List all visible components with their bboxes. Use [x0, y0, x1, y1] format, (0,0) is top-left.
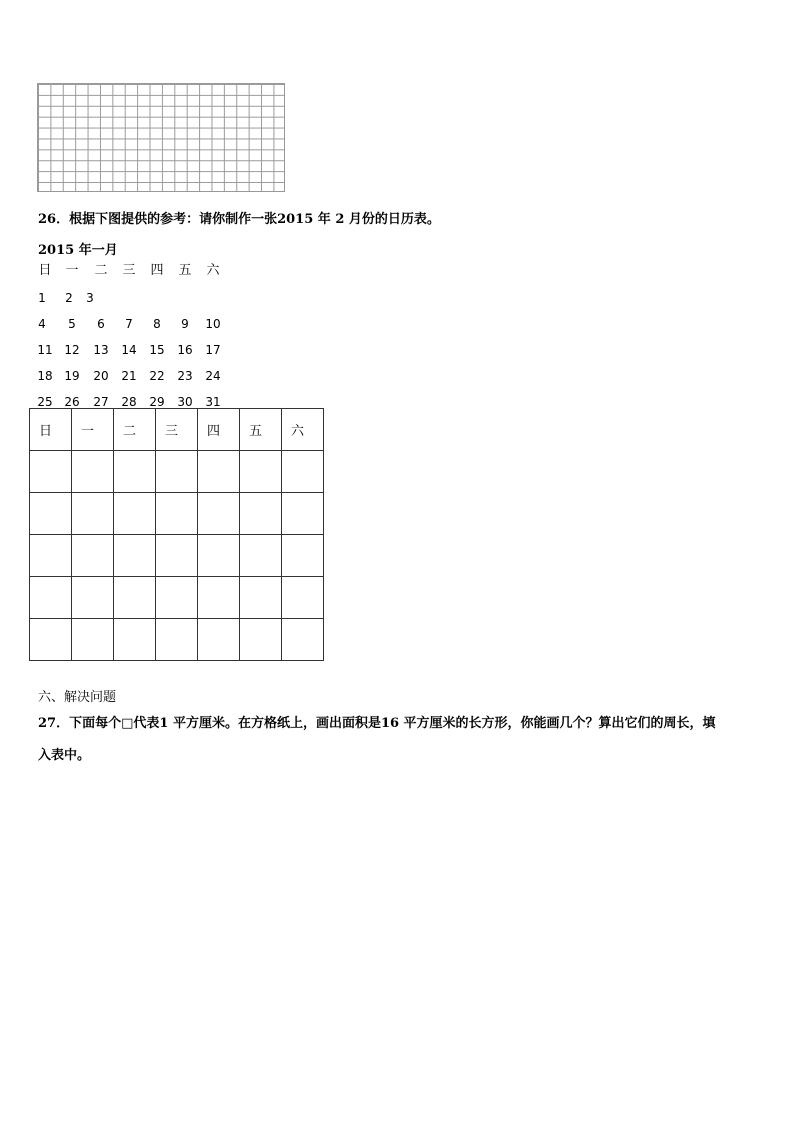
empty-cell[interactable]	[72, 619, 114, 661]
ref-calendar-day: 21	[121, 369, 137, 383]
empty-cell[interactable]	[282, 493, 324, 535]
empty-cell[interactable]	[156, 535, 198, 577]
empty-cell[interactable]	[198, 577, 240, 619]
ref-calendar-weekday: 日	[38, 263, 52, 278]
empty-cell[interactable]	[72, 535, 114, 577]
header-cell-wed: 三	[156, 409, 198, 451]
ref-calendar-day: 16	[177, 343, 193, 357]
ref-calendar-day: 25	[37, 395, 53, 409]
empty-cell[interactable]	[198, 619, 240, 661]
ref-calendar-day: 22	[149, 369, 165, 383]
empty-cell[interactable]	[30, 493, 72, 535]
ref-calendar-weekday: 四	[150, 263, 164, 278]
header-cell-thu: 四	[198, 409, 240, 451]
table-row	[30, 577, 324, 619]
empty-cell[interactable]	[282, 577, 324, 619]
section-title: 六、解决问题	[38, 690, 117, 705]
ref-calendar-day: 7	[125, 317, 133, 331]
ref-calendar-day: 28	[121, 395, 137, 409]
ref-calendar-weekday: 六	[206, 263, 220, 278]
empty-cell[interactable]	[114, 535, 156, 577]
empty-cell[interactable]	[156, 493, 198, 535]
table-row	[30, 535, 324, 577]
table-row	[30, 619, 324, 661]
ref-calendar-day: 15	[149, 343, 165, 357]
question-27-line1: 27．下面每个□代表1 平方厘米。在方格纸上，画出面积是16 平方厘米的长方形，你能画几个？算出它们的周长，填	[38, 716, 716, 731]
question-27-line2: 入表中。	[38, 748, 91, 763]
empty-cell[interactable]	[198, 451, 240, 493]
ref-calendar-day: 8	[153, 317, 161, 331]
empty-cell[interactable]	[156, 619, 198, 661]
ref-calendar-day: 29	[149, 395, 165, 409]
ref-calendar-day: 2	[65, 291, 73, 305]
ref-calendar-weekday: 二	[94, 263, 108, 278]
ref-calendar-day: 27	[93, 395, 109, 409]
ref-calendar-day: 14	[121, 343, 137, 357]
ref-calendar-day: 3	[86, 291, 94, 305]
ref-calendar-day: 9	[181, 317, 189, 331]
ref-calendar-day: 5	[68, 317, 76, 331]
empty-cell[interactable]	[72, 493, 114, 535]
ref-calendar-day: 18	[37, 369, 53, 383]
ref-calendar-day: 24	[205, 369, 221, 383]
grid-paper-figure	[37, 83, 285, 192]
table-header-row	[30, 409, 324, 451]
empty-cell[interactable]	[240, 577, 282, 619]
table-row	[30, 493, 324, 535]
header-cell-mon: 一	[72, 409, 114, 451]
ref-calendar-day: 23	[177, 369, 193, 383]
empty-cell[interactable]	[282, 619, 324, 661]
ref-calendar-day: 20	[93, 369, 109, 383]
table-row	[30, 451, 324, 493]
calendar-title: 2015 年一月	[38, 243, 118, 258]
ref-calendar-weekday: 五	[178, 263, 192, 278]
header-cell-tue: 二	[114, 409, 156, 451]
empty-cell[interactable]	[240, 451, 282, 493]
empty-cell[interactable]	[30, 577, 72, 619]
ref-calendar-day: 1	[38, 291, 46, 305]
ref-calendar-day: 13	[93, 343, 109, 357]
empty-cell[interactable]	[114, 451, 156, 493]
ref-calendar-weekday: 三	[122, 263, 136, 278]
empty-cell[interactable]	[72, 451, 114, 493]
empty-cell[interactable]	[30, 619, 72, 661]
empty-cell[interactable]	[72, 577, 114, 619]
empty-cell[interactable]	[282, 535, 324, 577]
empty-cell[interactable]	[282, 451, 324, 493]
empty-cell[interactable]	[240, 535, 282, 577]
empty-cell[interactable]	[240, 619, 282, 661]
ref-calendar-day: 30	[177, 395, 193, 409]
ref-calendar-day: 17	[205, 343, 221, 357]
empty-cell[interactable]	[156, 577, 198, 619]
february-calendar-table	[29, 408, 324, 661]
ref-calendar-day: 6	[97, 317, 105, 331]
header-cell-sun: 日	[30, 409, 72, 451]
ref-calendar-day: 26	[64, 395, 80, 409]
header-cell-fri: 五	[240, 409, 282, 451]
empty-cell[interactable]	[114, 577, 156, 619]
empty-cell[interactable]	[198, 535, 240, 577]
empty-cell[interactable]	[198, 493, 240, 535]
ref-calendar-day: 19	[64, 369, 80, 383]
question-26-text: 26．根据下图提供的参考：请你制作一张2015 年 2 月份的日历表。	[38, 212, 440, 227]
ref-calendar-day: 11	[37, 343, 53, 357]
empty-cell[interactable]	[30, 451, 72, 493]
header-cell-sat: 六	[282, 409, 324, 451]
empty-cell[interactable]	[240, 493, 282, 535]
ref-calendar-day: 12	[64, 343, 80, 357]
empty-cell[interactable]	[30, 535, 72, 577]
ref-calendar-weekday: 一	[65, 263, 79, 278]
ref-calendar-day: 31	[205, 395, 221, 409]
empty-cell[interactable]	[114, 619, 156, 661]
empty-cell[interactable]	[156, 451, 198, 493]
ref-calendar-day: 10	[205, 317, 221, 331]
empty-cell[interactable]	[114, 493, 156, 535]
ref-calendar-day: 4	[38, 317, 46, 331]
